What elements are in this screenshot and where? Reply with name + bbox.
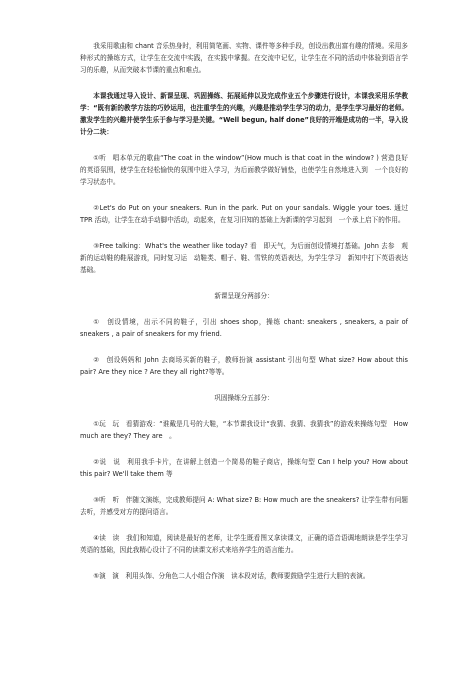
practice-heading: 巩固操练分五部分： <box>214 394 274 402</box>
presentation-step-2: ② 创设妈妈和 John 去商场买新的鞋子，教师扮演 assistant 引出句型 What size? How about this pair? Are they nice ? Are they all right?等等。 <box>80 356 408 376</box>
free-talking-paragraph: ③Free talking：What's the weather like today? 看 即天气，为后面创设情境打基础。John 去参 观新的运动鞋的鞋展游戏，同时复习运 动鞋类、帽子、鞋、雪铁的英语表达，为学生学习 新知中打下英语表达基础。 <box>80 242 408 274</box>
practice-step-1: ①玩 玩 看猜游戏：“谁戴是几号的大鞋，“本节课我设计“我猜、我猜、我猜我”的游戏来操练句型 How much are they? They are 。 <box>80 420 408 440</box>
intro-paragraph: 我采用歌曲和 chant 音乐热身时，利用简笔画、实物、课件等多种手段，创设出教出富有趣的情境。采用多种形式的操练方式，让学生在交流中实践，在实践中掌握。在交流中记忆，让学生在不同的活动中体验到语言学习的乐趣，从而突破本节课的重点和难点。 <box>80 42 408 74</box>
practice-step-5: ⑤演 演 利用头饰、分角色二人小组合作演 读本段对话，教师要鼓励学生进行大胆的表演。 <box>93 572 370 580</box>
presentation-step-1: ① 创设情境，出示不同的鞋子，引出 shoes shop，操练 chant: sneakers , sneakers, a pair of sneakers , a pair of sneakers for my friend. <box>80 318 408 338</box>
practice-step-3: ③听 听 伴随文演练，完成教师提问 A: What size? B: How much are the sneakers? 让学生带有问题去听，并感受对方的提问语言。 <box>80 496 408 516</box>
warmup-song-paragraph: ①听 唱本单元的歌曲“The coat in the window”(How much is that coat in the window? ) 营造良好的英语氛围，使学生在轻松愉快的氛围中进入学习，为后面教学做好铺垫，也使学生自然地进入到 一个良好的学习状态中。 <box>80 154 408 186</box>
practice-step-4: ④读 读 我们和知道，阅读是最好的老师，让学生既看图又拿读课文，正确的语音语调地朗读是学生学习英语的基础，因此我精心设计了不同的读课文形式来培养学生的语言能力。 <box>80 534 408 554</box>
practice-step-2: ②说 说 利用我手卡片，在讲解上创造一个简易的鞋子商店，操练句型 Can I help you? How about this pair? We'll take them 等 <box>80 458 408 478</box>
presentation-heading: 新课呈现分两部分： <box>214 292 274 300</box>
design-paragraph: 本课我通过导入设计、新课呈现、巩固操练、拓展延伸以及完成作业五个步骤进行设计，本课我采用乐学教学：“既有新的教学方法的巧妙运用，也注重学生的兴趣，兴趣是推动学生学习的动力，是学生学习最好的老师。激发学生的兴趣并使学生乐于参与学习是关键。“Well begun, half done”良好的开端是成功的一半，导入设计分二块： <box>80 92 408 136</box>
lets-do-paragraph: ②Let's do Put on your sneakers. Run in the park. Put on your sandals. Wiggle your toes. 通过 TPR 活动，让学生在动手动脚中活动，动起来，在复习旧知的基础上为新课的学习起到 一个承上启下的作用。 <box>80 204 408 224</box>
